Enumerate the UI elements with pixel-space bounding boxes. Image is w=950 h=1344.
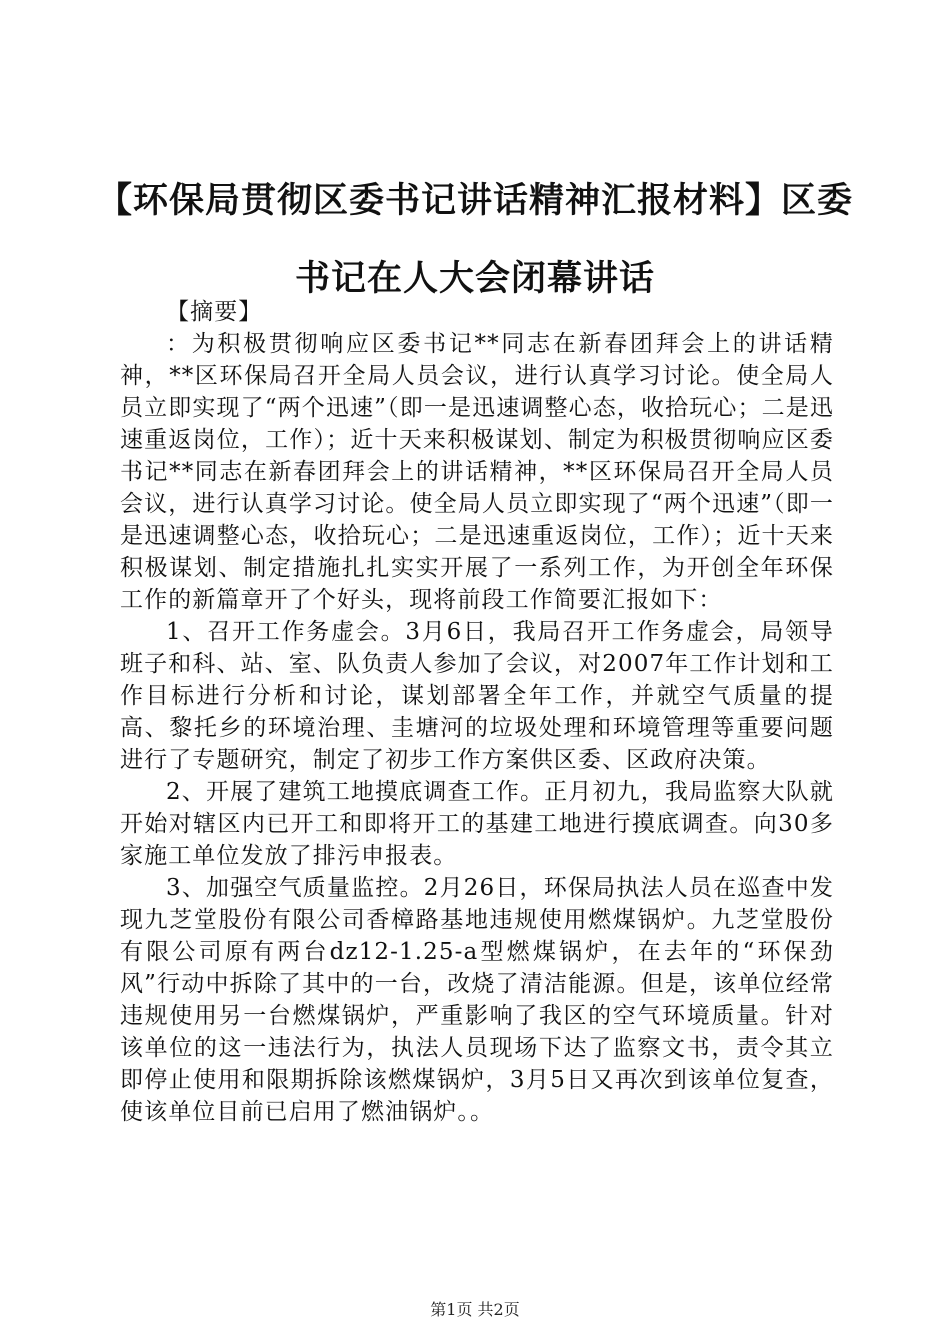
paragraph-intro: ：为积极贯彻响应区委书记**同志在新春团拜会上的讲话精神，**区环保局召开全局人员会议，进行认真学习讨论。使全局人员立即实现了“两个迅速”（即一是迅速调整心态，收拾玩心；二是迅速重返岗位，工作）；近十天来积极谋划、制定为积极贯彻响应区委书记**同志在新春团拜会上的讲话精神，**区环保局召开全局人员会议，进行认真学习讨论。使全局人员立即实现了“两个迅速”（即一是迅速调整心态，收拾玩心；二是迅速重返岗位，工作）；近十天来积极谋划、制定措施扎扎实实开展了一系列工作，为开创全年环保工作的新篇章开了个好头，现将前段工作简要汇报如下： <box>120 331 834 613</box>
document-title: 【环保局贯彻区委书记讲话精神汇报材料】区委书记在人大会闭幕讲话 <box>96 181 853 299</box>
document-body <box>120 296 834 1128</box>
paragraph-item-2: 2、开展了建筑工地摸底调查工作。正月初九，我局监察大队就开始对辖区内已开工和即将开工的基建工地进行摸底调查。向30多家施工单位发放了排污申报表。 <box>120 779 834 869</box>
paragraph-item-1: 1、召开工作务虚会。3月6日，我局召开工作务虚会，局领导班子和科、站、室、队负责人参加了会议，对2007年工作计划和工作目标进行分析和讨论，谋划部署全年工作，并就空气质量的提高、黎托乡的环境治理、圭塘河的垃圾处理和环境管理等重要问题进行了专题研究，制定了初步工作方案供区委、区政府决策。 <box>120 619 834 773</box>
paragraph-item-3: 3、加强空气质量监控。2月26日，环保局执法人员在巡查中发现九芝堂股份有限公司香樟路基地违规使用燃煤锅炉。九芝堂股份有限公司原有两台dz12-1.25-a型燃煤锅炉，在去年的“环保劲风”行动中拆除了其中的一台，改烧了清洁能源。但是，该单位经常违规使用另一台燃煤锅炉，严重影响了我区的空气环境质量。针对该单位的这一违法行为，执法人员现场下达了监察文书，责令其立即停止使用和限期拆除该燃煤锅炉，3月5日又再次到该单位复查，使该单位目前已启用了燃油锅炉。。 <box>120 875 834 1125</box>
page-footer: 第1页 共2页 <box>430 1300 520 1319</box>
abstract-label: 【摘要】 <box>166 299 263 325</box>
